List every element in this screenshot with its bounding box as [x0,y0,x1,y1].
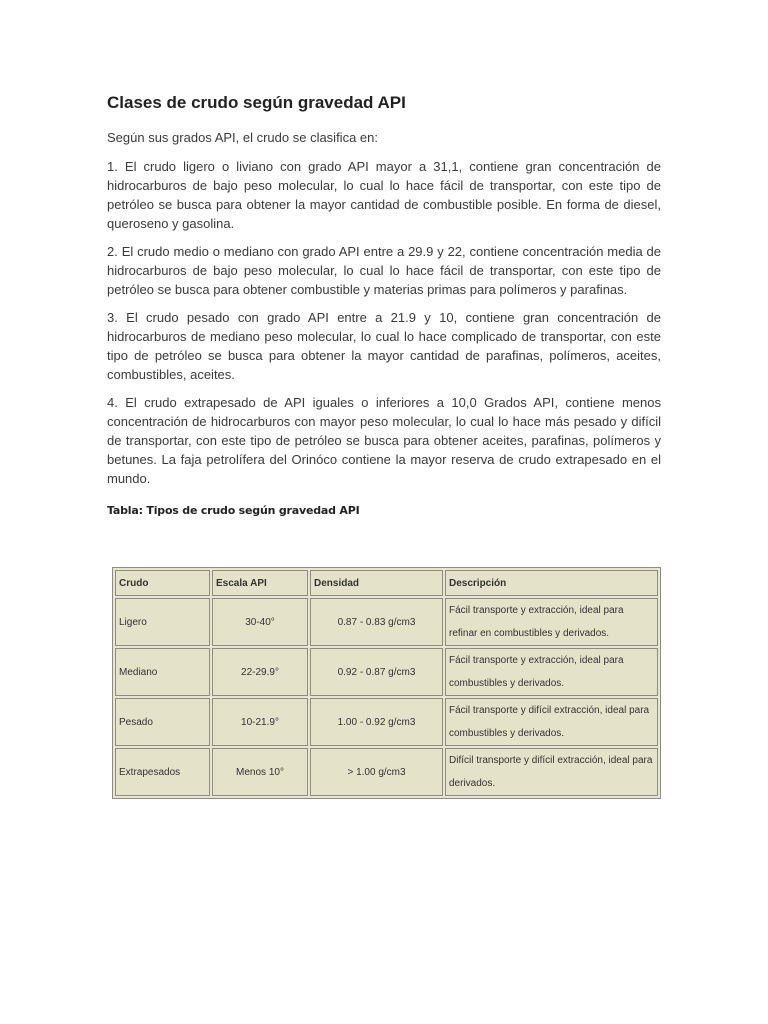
header-descripcion: Descripción [445,570,658,596]
page-title: Clases de crudo según gravedad API [107,93,406,112]
header-escala-api: Escala API [212,570,308,596]
cell-densidad: 1.00 - 0.92 g/cm3 [310,698,443,746]
document-body [107,92,661,517]
cell-descripcion: Fácil transporte y extracción, ideal para refinar en combustibles y derivados. [445,598,658,646]
cell-escala: 30-40° [212,598,308,646]
cell-crudo: Mediano [115,648,210,696]
intro-text: Según sus grados API, el crudo se clasifica en: [107,130,378,145]
cell-crudo: Pesado [115,698,210,746]
cell-densidad: 0.92 - 0.87 g/cm3 [310,648,443,696]
table-row [115,748,658,796]
table-row [115,648,658,696]
header-crudo: Crudo [115,570,210,596]
table-row [115,598,658,646]
cell-escala: Menos 10° [212,748,308,796]
cell-escala: 10-21.9° [212,698,308,746]
paragraph-pesado: 3. El crudo pesado con grado API entre a 21.9 y 10, contiene gran concentración de hidrocarburos de mediano peso molecular, lo cual lo hace complicado de transportar, con este tipo de petróleo se busca para obtener la mayor cantidad de parafinas, polímeros, aceites, combustibles, aceites. [107,310,661,382]
cell-crudo: Ligero [115,598,210,646]
paragraph-ligero: 1. El crudo ligero o liviano con grado API mayor a 31,1, contiene gran concentración de hidrocarburos de bajo peso molecular, lo cual lo hace fácil de transportar, con este tipo de petróleo se busca para obtener la mayor cantidad de combustible posible. En forma de diesel, queroseno y gasolina. [107,159,661,231]
table-row [115,698,658,746]
cell-densidad: 0.87 - 0.83 g/cm3 [310,598,443,646]
header-densidad: Densidad [310,570,443,596]
cell-descripcion: Difícil transporte y difícil extracción, ideal para derivados. [445,748,658,796]
cell-descripcion: Fácil transporte y extracción, ideal para combustibles y derivados. [445,648,658,696]
cell-descripcion: Fácil transporte y difícil extracción, ideal para combustibles y derivados. [445,698,658,746]
paragraph-extrapesado: 4. El crudo extrapesado de API iguales o inferiores a 10,0 Grados API, contiene menos concentración de hidrocarburos con mayor peso molecular, lo cual lo hace más pesado y difícil de transportar, con este tipo de petróleo se busca para obtener aceites, parafinas, polímeros y betunes. La faja petrolífera del Orinóco contiene la mayor reserva de crudo extrapesado en el mundo. [107,395,661,486]
cell-densidad: > 1.00 g/cm3 [310,748,443,796]
table-header-row [115,570,658,596]
table-caption: Tabla: Tipos de crudo según gravedad API [107,504,360,517]
crude-types-table [112,567,661,799]
paragraph-mediano: 2. El crudo medio o mediano con grado API entre a 29.9 y 22, contiene concentración media de hidrocarburos de bajo peso molecular, lo cual lo hace fácil de transportar, con este tipo de petróleo se busca para obtener combustible y materias primas para polímeros y parafinas. [107,244,661,297]
cell-crudo: Extrapesados [115,748,210,796]
cell-escala: 22-29.9° [212,648,308,696]
